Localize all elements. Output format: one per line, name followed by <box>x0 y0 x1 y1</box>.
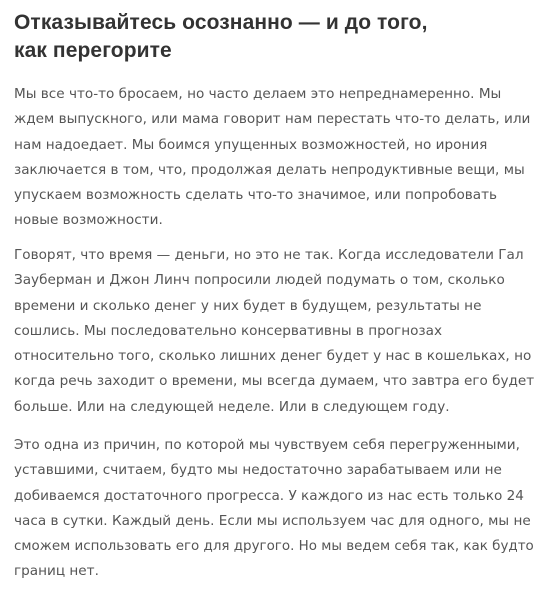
paragraph-line: Зауберман и Джон Линч попросили людей подумать о том, сколько <box>14 272 505 289</box>
paragraph-line: времени и сколько денег у них будет в будущем, результаты не <box>14 297 482 314</box>
paragraph-line: сможем использовать его для другого. Но мы ведем себя так, как будто <box>14 539 534 555</box>
paragraph-1 <box>14 82 530 234</box>
paragraph-line: заключается в том, что, продолжая делать непродуктивные вещи, мы <box>14 161 525 178</box>
paragraph-2 <box>14 243 534 420</box>
article <box>14 0 535 580</box>
article-title <box>14 9 534 65</box>
paragraph-3 <box>14 433 534 585</box>
paragraph-line: больше. Или на следующей неделе. Или в следующем году. <box>14 398 450 415</box>
article-title-line: как перегорите <box>14 39 172 62</box>
paragraph-line: сошлись. Мы последовательно консервативны в прогнозах <box>14 322 443 339</box>
paragraph-line: Это одна из причин, по которой мы чувствуем себя перегруженными, <box>14 437 520 453</box>
paragraph-line: часа в сутки. Каждый день. Если мы используем час для одного, мы не <box>14 512 531 529</box>
paragraph-line: Говорят, что время — деньги, но это не так. Когда исследователи Гал <box>14 247 524 263</box>
paragraph-line: новые возможности. <box>14 212 163 229</box>
paragraph-line: Мы все что-то бросаем, но часто делаем это непреднамеренно. Мы <box>14 86 502 102</box>
paragraph-line: уставшими, считаем, будто мы недостаточно зарабатываем или не <box>14 462 502 479</box>
paragraph-line: добиваемся достаточного прогресса. У каждого из нас есть только 24 <box>14 487 524 504</box>
paragraph-line: ждем выпускного, или мама говорит нам перестать что-то делать, или <box>14 111 531 128</box>
paragraph-line: когда речь заходит о времени, мы всегда думаем, что завтра его будет <box>14 373 535 390</box>
paragraph-line: упускаем возможность сделать что-то значимое, или попробовать <box>14 187 498 204</box>
paragraph-line: границ нет. <box>14 563 99 580</box>
paragraph-line: относительно того, сколько лишних денег будет у нас в кошельках, но <box>14 348 532 365</box>
paragraph-line: нам надоедает. Мы боимся упущенных возможностей, но ирония <box>14 136 488 153</box>
article-title-line: Отказывайтесь осознанно — и до того, <box>14 11 428 34</box>
